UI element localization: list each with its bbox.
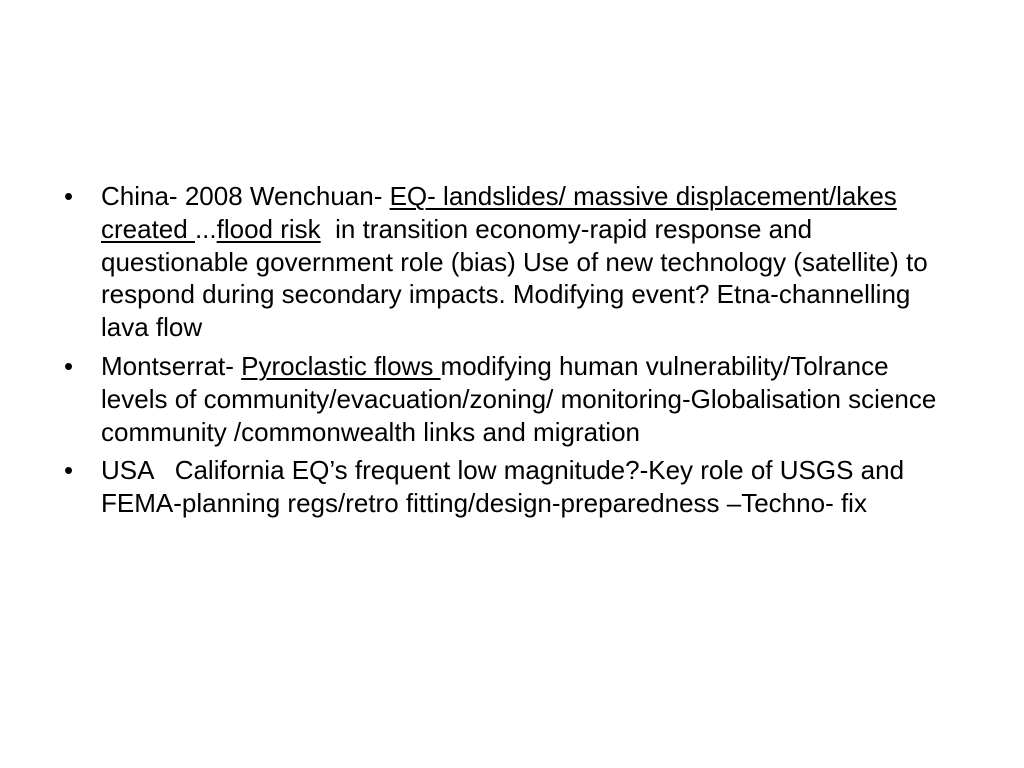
bullet-text-segment: ... [194, 213, 217, 244]
bullet-marker: • [64, 181, 74, 211]
bullet-china [64, 180, 944, 344]
bullet-text-segment: in transition economy-rapid response and questionable government role (bias) Use of new technology (satellite) to respond during secondary impacts. Modifying event? Etna-channelling lava flow [101, 213, 935, 343]
bullet-usa [64, 454, 944, 520]
underlined-phrase: flood risk [216, 213, 321, 244]
slide-body [64, 180, 944, 526]
bullet-list [64, 180, 944, 520]
bullet-marker: • [64, 455, 74, 486]
bullet-text-segment: China- 2008 Wenchuan- [101, 181, 390, 211]
underlined-phrase: Pyroclastic flows [241, 350, 441, 381]
bullet-text-segment: USA California EQ’s frequent low magnitude?-Key role of USGS and FEMA-planning regs/retro fitting/design-preparedness –Techno- fix [101, 455, 912, 519]
bullet-montserrat [64, 350, 944, 448]
bullet-text-segment: Montserrat- [101, 350, 242, 381]
underlined-phrase: EQ- landslides/ massive displacement/lakes created [101, 181, 897, 244]
bullet-marker: • [64, 350, 74, 381]
bullet-text-segment: modifying human vulnerability/Tolrance levels of community/evacuation/zoning/ monitoring-Globalisation science community /commonwealth links and migration [101, 350, 937, 447]
